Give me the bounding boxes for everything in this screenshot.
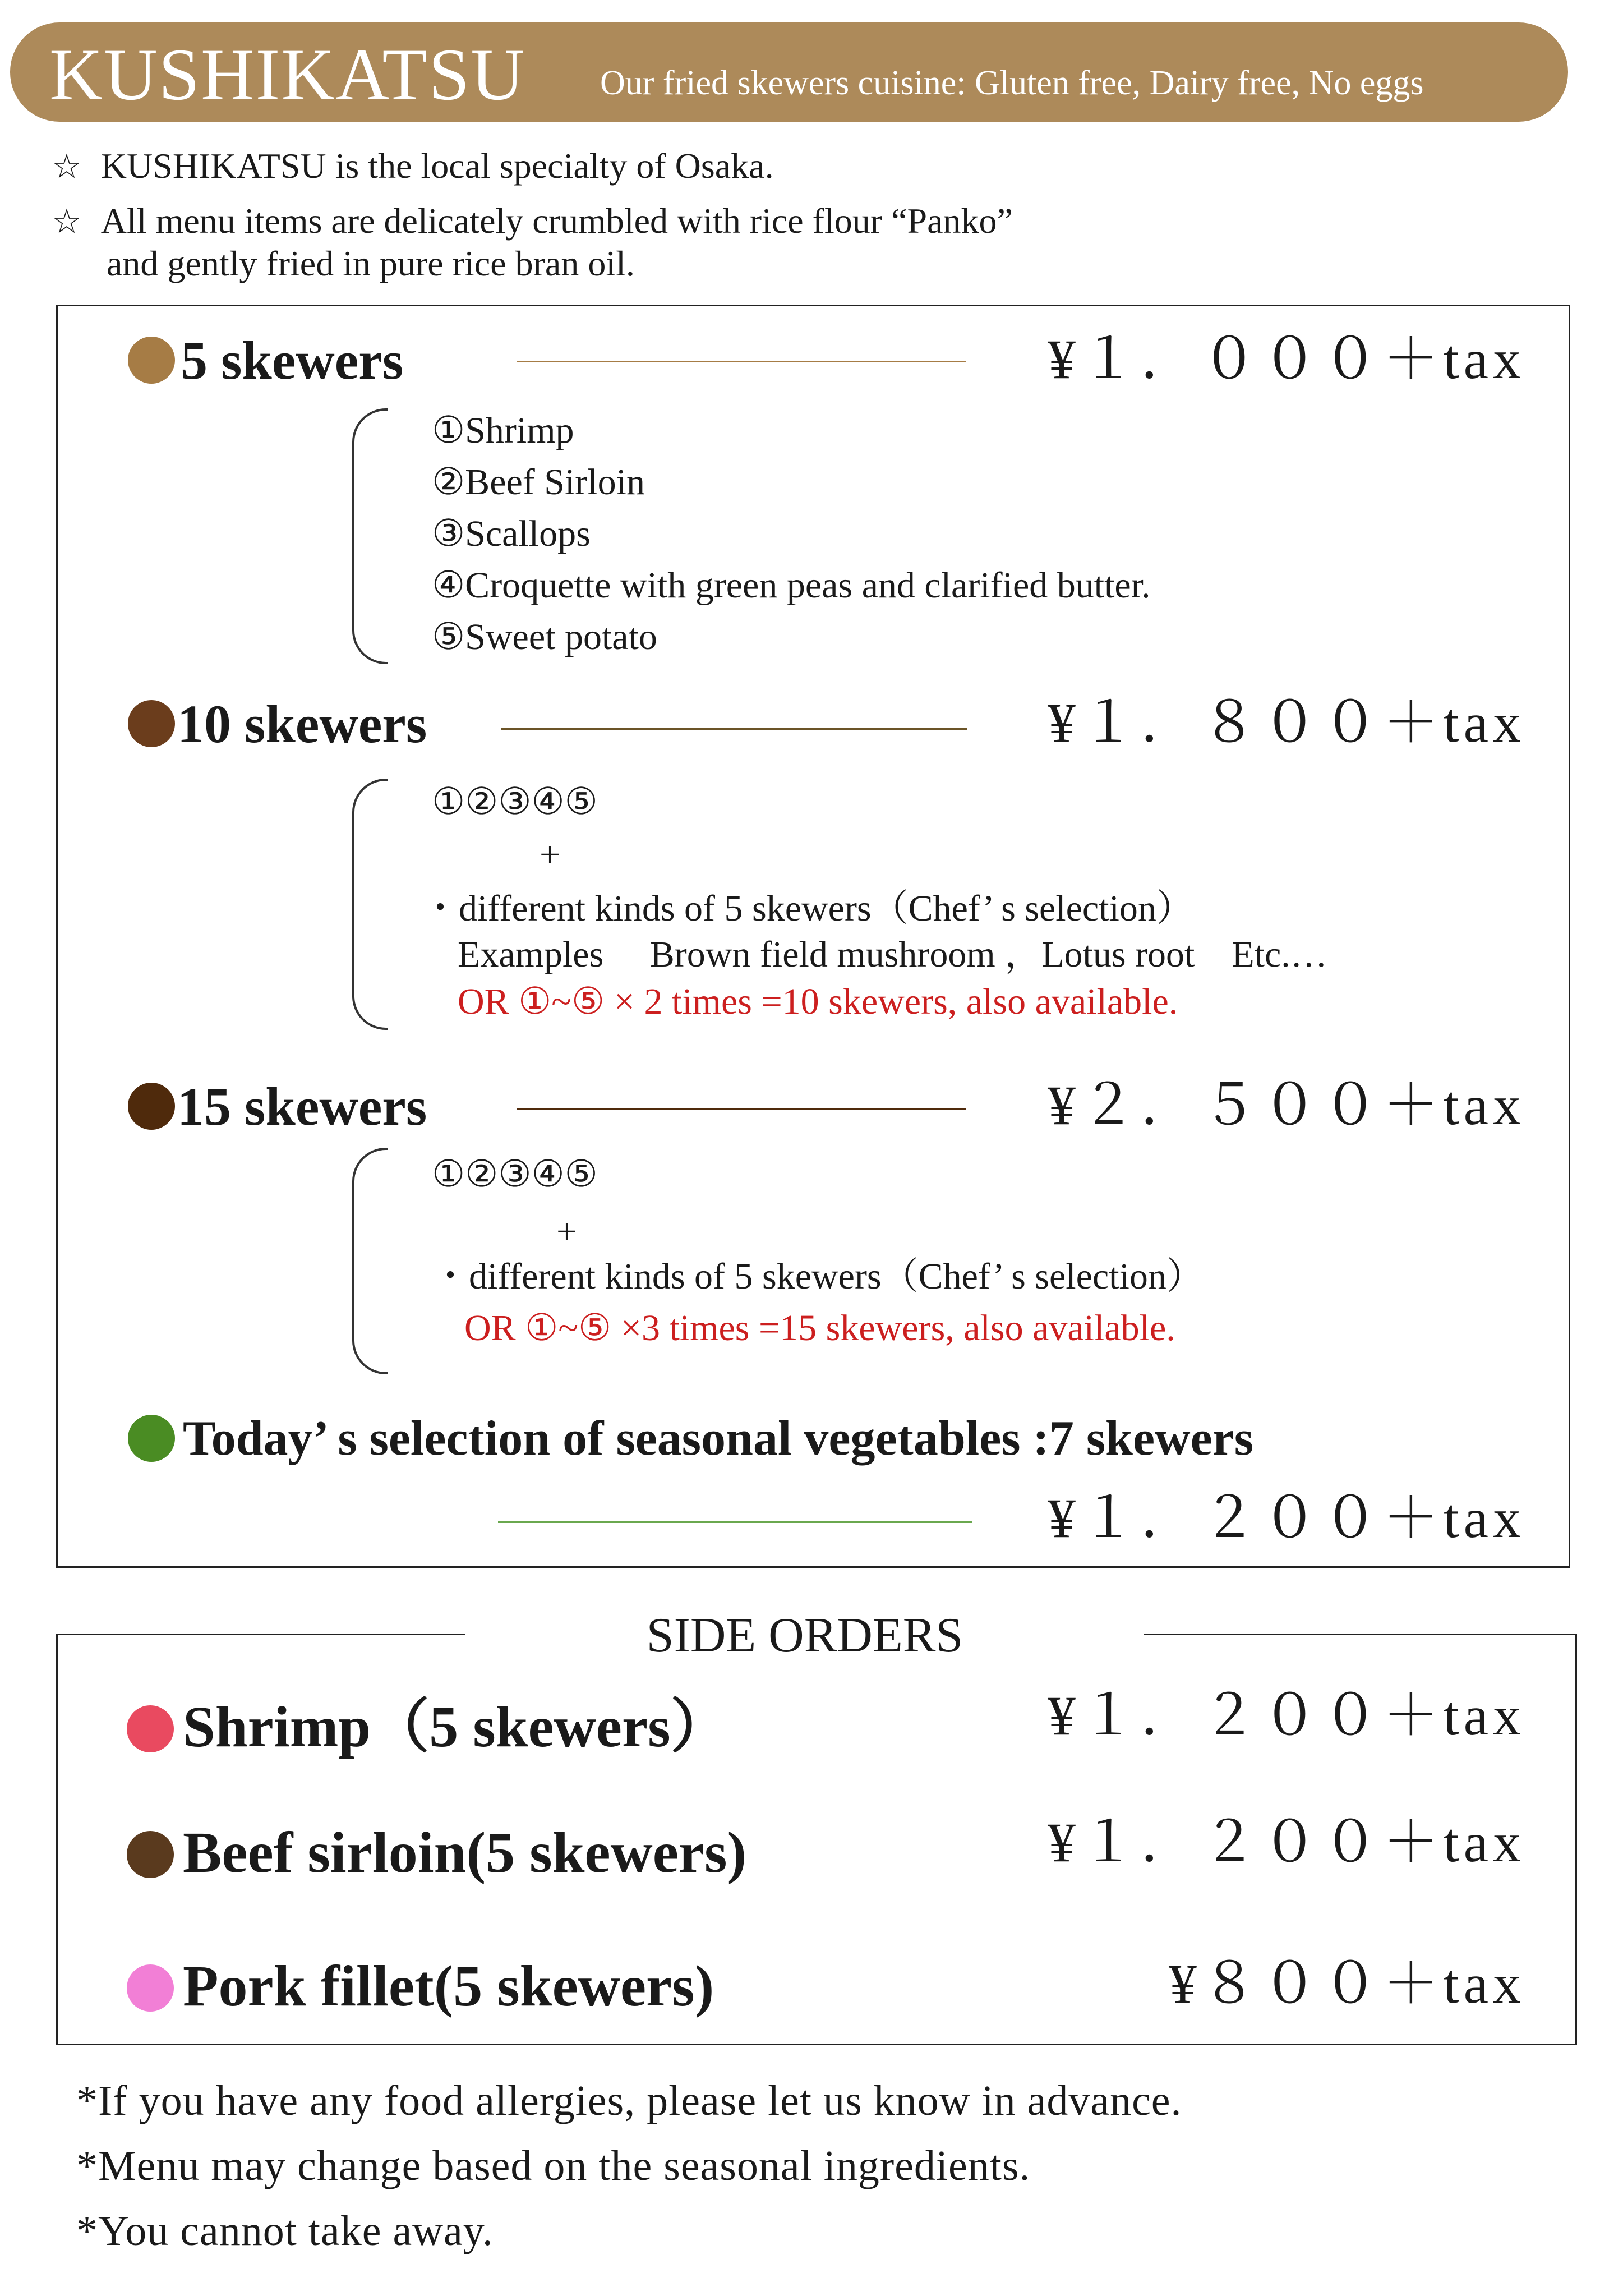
set15-circles: ①②③④⑤	[432, 1154, 598, 1195]
set15-dot-icon	[128, 1083, 175, 1130]
set10-line-1: ・different kinds of 5 skewers（Chef’ s selection）	[422, 888, 1193, 929]
set10-rule	[501, 728, 967, 730]
set10-line-3: OR ①~⑤ × 2 times =10 skewers, also available.	[458, 981, 1178, 1022]
note-no-takeaway: *You cannot take away.	[76, 2207, 494, 2254]
star-icon: ☆	[52, 202, 82, 241]
intro-text-3: and gently fried in pure rice bran oil.	[107, 243, 635, 283]
set15-line-1: ・different kinds of 5 skewers（Chef’ s selection）	[432, 1256, 1204, 1297]
set5-price: ¥１．０００＋tax	[1047, 328, 1525, 390]
set5-item-5: ⑤Sweet potato	[432, 616, 657, 657]
veg-price: ¥１．２００＋tax	[1047, 1487, 1525, 1549]
side-pork-dot-icon	[127, 1964, 174, 2012]
side-beef-dot-icon	[127, 1831, 174, 1878]
side-item-beef: Beef sirloin(5 skewers)	[183, 1820, 747, 1885]
set5-title: 5 skewers	[181, 330, 404, 390]
set10-title: 10 skewers	[177, 694, 427, 754]
set15-title: 15 skewers	[177, 1076, 427, 1137]
set10-plus: +	[540, 834, 561, 875]
veg-title: Today’ s selection of seasonal vegetables :7 skewers	[183, 1411, 1253, 1466]
set10-price: ¥１．８００＋tax	[1047, 692, 1525, 754]
set5-item-2: ②Beef Sirloin	[432, 462, 645, 503]
side-price-shrimp: ¥１．２００＋tax	[1047, 1685, 1525, 1747]
page-title: KUSHIKATSU	[49, 33, 525, 116]
veg-dot-icon	[128, 1415, 175, 1462]
intro-line-1	[52, 145, 774, 188]
side-shrimp-dot-icon	[127, 1705, 174, 1752]
intro-text-2: All menu items are delicately crumbled with rice flour “Panko”	[100, 201, 1013, 241]
set10-brace	[352, 779, 388, 1030]
set15-plus: +	[556, 1211, 578, 1252]
note-allergies: *If you have any food allergies, please let us know in advance.	[76, 2077, 1182, 2124]
set10-line-2: Examples Brown field mushroom ，Lotus root Etc.…	[458, 934, 1327, 975]
set15-price: ¥２．５００＋tax	[1047, 1074, 1525, 1137]
intro-line-2	[52, 200, 1013, 243]
intro-text-1: KUSHIKATSU is the local specialty of Osaka.	[100, 146, 774, 186]
set15-brace	[352, 1148, 388, 1374]
veg-rule	[498, 1521, 972, 1523]
side-price-pork: ¥８００＋tax	[1168, 1953, 1525, 2015]
side-item-shrimp: Shrimp（5 skewers）	[183, 1695, 729, 1759]
note-seasonal: *Menu may change based on the seasonal ingredients.	[76, 2142, 1031, 2189]
side-item-pork: Pork fillet(5 skewers)	[183, 1954, 714, 2018]
star-icon: ☆	[52, 147, 82, 186]
side-price-beef: ¥１．２００＋tax	[1047, 1811, 1525, 1874]
set10-dot-icon	[128, 700, 175, 747]
set5-dot-icon	[128, 337, 175, 384]
side-orders-heading: SIDE ORDERS	[646, 1608, 963, 1663]
set5-item-3: ③Scallops	[432, 513, 591, 554]
set15-rule	[517, 1108, 966, 1110]
set5-rule	[517, 361, 966, 362]
set5-brace	[352, 408, 388, 664]
set15-line-2: OR ①~⑤ ×3 times =15 skewers, also available.	[464, 1308, 1175, 1349]
set10-circles: ①②③④⑤	[432, 781, 598, 822]
page-subtitle: Our fried skewers cuisine: Gluten free, Dairy free, No eggs	[600, 64, 1424, 102]
set5-item-4: ④Croquette with green peas and clarified butter.	[432, 565, 1151, 606]
set5-item-1: ①Shrimp	[432, 410, 574, 451]
